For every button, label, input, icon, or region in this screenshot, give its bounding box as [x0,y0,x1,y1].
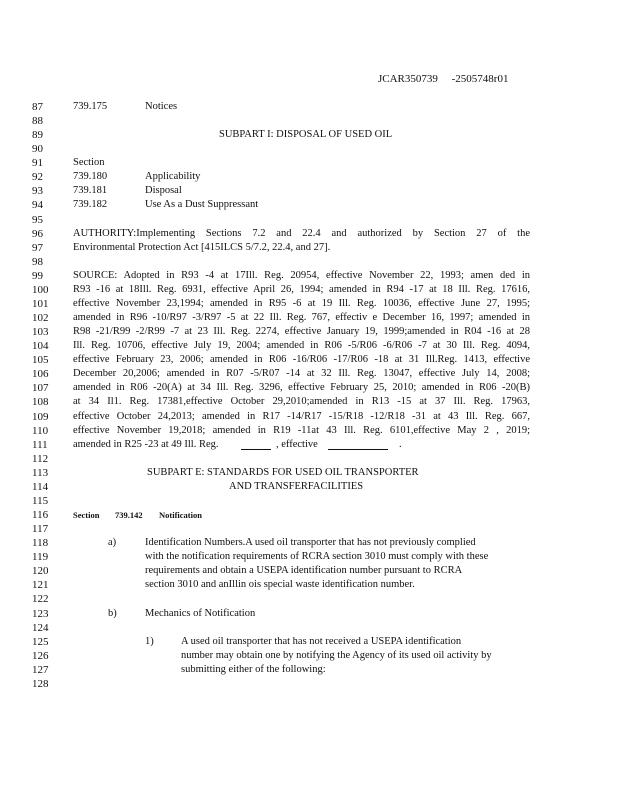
line-text: 739.180 [73,171,108,183]
line-number: 98 [32,255,43,268]
line-text: 739.142 [115,510,143,521]
line-number: 126 [32,649,49,662]
line-text: AND TRANSFERFACILITIES [229,480,364,492]
line-text: a) [108,537,117,549]
line-text: Identification Numbers.A used oil transporter that has not previously complied [145,537,476,549]
document-code: JCAR350739 -2505748r01 [378,73,509,85]
line-number: 94 [32,199,43,212]
line-text: Mechanics of Notification [145,607,256,619]
line-number: 114 [32,480,49,493]
line-number: 90 [32,143,43,156]
line-number: 125 [32,635,49,648]
line-text: Applicability [145,171,201,183]
line-number: 93 [32,185,43,198]
line-text: with the notification requirements of RCRA section 3010 must comply with these [145,551,489,563]
line-text: Use As a Dust Suppressant [145,199,259,211]
line-text: b) [108,607,117,619]
line-number: 127 [32,663,49,676]
line-text: Section [73,157,105,169]
line-text: Ill. Reg. 10706, effective July 19, 2004; amended in R06 -5/R06 -6/R06 -7 at 30 Ill. Reg. 4094, [73,340,530,352]
fill-in-blank [328,439,388,450]
line-text: at 34 Il1. Reg. 17381,effective October 29,2010;amended in R13 -15 at 37 Ill. Reg. 17963, [73,396,530,408]
line-number: 124 [32,621,49,634]
line-number: 104 [32,340,49,353]
line-number: 88 [32,115,43,128]
line-text: R98 -21/R99 -2/R99 -7 at 23 Ill. Reg. 2274, effective January 19, 1999;amended in R04 -16 at 28 [73,326,530,338]
line-number: 106 [32,368,49,381]
line-number: 102 [32,312,49,325]
line-number: 101 [32,297,49,310]
line-text: , effective [276,438,318,450]
line-text: section 3010 and anIllin ois special waste identification number. [145,579,415,591]
line-number: 95 [32,213,43,226]
line-text: 739.181 [73,185,108,197]
line-number: 128 [32,677,49,690]
line-number: 96 [32,227,43,240]
line-number: 100 [32,283,49,296]
line-number: 87 [32,101,43,113]
line-number: 91 [32,157,43,170]
line-text: A used oil transporter that has not received a USEPA identification [181,635,462,647]
line-number: 112 [32,452,49,465]
line-text: effective November 23,1994; amended in R95 -6 at 19 Ill. Reg. 10036, effective June 27, 1995; [73,297,530,309]
line-number: 108 [32,396,49,409]
line-number: 110 [32,424,49,437]
line-text: Notification [159,510,202,521]
line-number: 111 [32,438,48,451]
line-number: 121 [32,579,49,592]
line-text: requirements and obtain a USEPA identification number pursuant to RCRA [145,565,463,577]
line-text: submitting either of the following: [181,663,326,675]
line-text: effective October 24,2013; amended in R17 -14/R17 -15/R18 -12/R18 -31 at 43 Ill. Reg. 667, [73,410,530,422]
line-number: 103 [32,326,49,339]
line-text: amended in R96 -10/R97 -3/R97 -5 at 22 Ill. Reg. 767, effectiv e December 16, 1997; amended in [73,312,530,324]
line-number: 119 [32,551,49,564]
line-text: Environmental Protection Act [415ILCS 5/7.2, 22.4, and 27]. [73,241,331,253]
line-text: 739.182 [73,199,108,211]
line-number: 118 [32,537,49,550]
line-number: 89 [32,129,43,142]
line-text: Section [73,510,100,521]
line-text: SOURCE: Adopted in R93 -4 at 17Ill. Reg. 20954, effective November 22, 1993; amen ded in [73,269,530,281]
line-number: 122 [32,593,49,606]
line-text: number may obtain one by notifying the Agency of its used oil activity by [181,649,492,661]
line-number: 117 [32,523,49,536]
line-text: amended in R25 -23 at 49 Ill. Reg. [73,438,219,450]
line-text: Disposal [145,185,182,197]
line-text: amended in R06 -20(A) at 34 Ill. Reg. 3296, effective February 25, 2010; amended in R06 -20(B) [73,382,530,394]
line-number: 97 [32,241,43,254]
line-number: 105 [32,354,49,367]
line-text: R93 -16 at 18Ill. Reg. 6931, effective April 26, 1994; amended in R94 -17 at 18 Ill. Reg. 17616, [73,283,530,295]
fill-in-blank [241,439,271,450]
line-number: 116 [32,509,49,522]
line-number: 113 [32,466,49,479]
line-text: December 20,2006; amended in R07 -5/R07 -14 at 32 Ill. Reg. 13047, effective July 14, 2008; [73,368,530,380]
line-text: effective February 23, 2006; amended in R06 -16/R06 -17/R06 -18 at 31 Ill.Reg. 1413, effective [73,354,530,366]
line-text: 1) [145,635,154,647]
line-text: 739.175 [73,101,108,112]
line-text: effective November 19,2018; amended in R19 -11at 43 Ill. Reg. 6101,effective May 2 , 2019; [73,424,530,436]
line-text: SUBPART E: STANDARDS FOR USED OIL TRANSPORTER [147,466,419,478]
line-number: 109 [32,410,49,423]
line-number: 115 [32,494,49,507]
line-number: 107 [32,382,49,395]
line-number: 99 [32,269,43,282]
line-text: SUBPART I: DISPOSAL OF USED OIL [219,129,393,141]
line-number: 92 [32,171,43,184]
line-text: Notices [145,101,178,112]
line-number: 120 [32,565,49,578]
line-text: . [399,438,402,450]
line-number: 123 [32,607,49,620]
line-text: AUTHORITY:Implementing Sections 7.2 and 22.4 and authorized by Section 27 of the [73,227,530,239]
